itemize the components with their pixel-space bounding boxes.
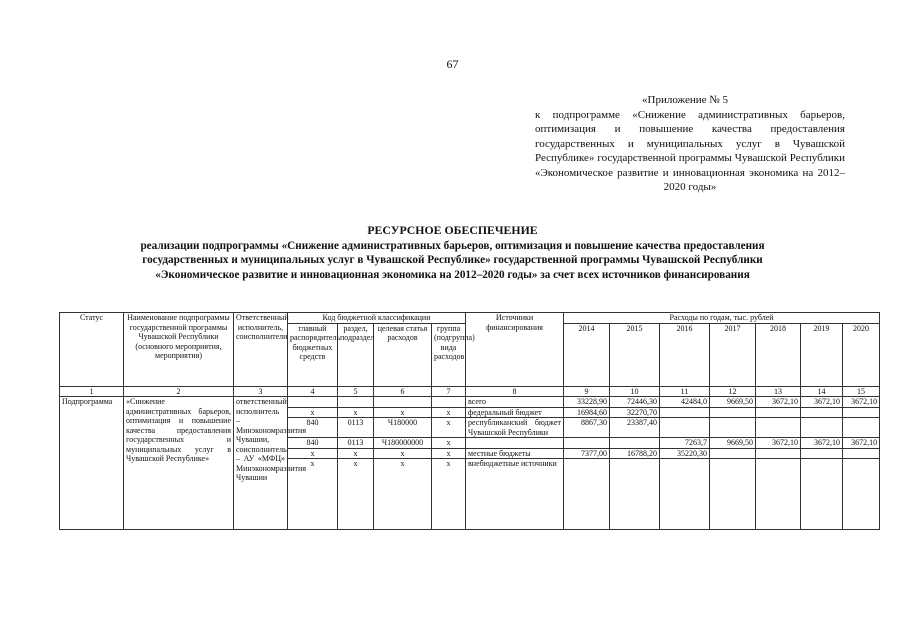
section-cell: х (338, 407, 374, 418)
amount-cell (660, 418, 710, 438)
header-name: Наименование подпрограммы государственной программы Чувашской Республики (основного мероприятия, мероприятия) (124, 313, 234, 387)
header-year: 2016 (660, 323, 710, 386)
amount-cell (660, 459, 710, 530)
header-year: 2017 (710, 323, 756, 386)
amount-cell: 35220,30 (660, 448, 710, 459)
amount-cell: 3672,10 (756, 397, 801, 408)
header-year: 2019 (801, 323, 843, 386)
header-expenses: Расходы по годам, тыс. рублей (564, 313, 880, 324)
amount-cell (756, 448, 801, 459)
amount-cell (710, 459, 756, 530)
source-cell (466, 438, 564, 449)
source-cell: внебюджетные источники (466, 459, 564, 530)
header-year: 2018 (756, 323, 801, 386)
amount-cell (843, 448, 880, 459)
source-cell: местные бюджеты (466, 448, 564, 459)
section-cell: 0113 (338, 438, 374, 449)
target-cell (374, 397, 432, 408)
header-status: Статус (60, 313, 124, 387)
document-heading (40, 223, 865, 282)
status-cell: Подпрограмма (60, 397, 124, 530)
grbs-cell: х (288, 459, 338, 530)
amount-cell (610, 459, 660, 530)
amount-cell: 23387,40 (610, 418, 660, 438)
column-number-row (60, 386, 880, 397)
amount-cell: 3672,10 (756, 438, 801, 449)
amount-cell (564, 438, 610, 449)
column-number: 7 (432, 386, 466, 397)
column-number: 3 (234, 386, 288, 397)
column-number: 9 (564, 386, 610, 397)
target-cell: х (374, 448, 432, 459)
amount-cell: 7377,00 (564, 448, 610, 459)
appendix-body: к подпрограмме «Снижение административных барьеров, оптимизация и повышение качества предоставления государственных и муниципальных услуг в Чувашской Республике» государственной программы Чувашской Республики «Экономическое развитие и инновационная экономика на 2012–2020 годы» (535, 108, 845, 193)
amount-cell (610, 438, 660, 449)
amount-cell (710, 448, 756, 459)
amount-cell (660, 407, 710, 418)
header-target: целевая статья расходов (374, 323, 432, 386)
column-number: 2 (124, 386, 234, 397)
header-sources: Источники финансирования (466, 313, 564, 387)
amount-cell (843, 459, 880, 530)
column-number: 5 (338, 386, 374, 397)
column-number: 15 (843, 386, 880, 397)
amount-cell (801, 459, 843, 530)
grbs-cell: 840 (288, 418, 338, 438)
column-number: 4 (288, 386, 338, 397)
grbs-cell: х (288, 448, 338, 459)
program-name-cell: «Снижение административных барьеров, оптимизация и повышение качества предоставления государственных и муниципальных услуг в Чувашской Республике» (124, 397, 234, 530)
column-number: 12 (710, 386, 756, 397)
column-number: 6 (374, 386, 432, 397)
amount-cell: 3672,10 (843, 397, 880, 408)
grbs-cell: 840 (288, 438, 338, 449)
grbs-cell (288, 397, 338, 408)
section-cell: 0113 (338, 418, 374, 438)
header-year: 2020 (843, 323, 880, 386)
header-grbs: главный распорядитель бюджетных средств (288, 323, 338, 386)
header-year: 2015 (610, 323, 660, 386)
amount-cell: 3672,10 (801, 438, 843, 449)
column-number: 13 (756, 386, 801, 397)
amount-cell (801, 407, 843, 418)
amount-cell: 42484,0 (660, 397, 710, 408)
target-cell: х (374, 407, 432, 418)
header-group: группа (подгруппа) вида расходов (432, 323, 466, 386)
amount-cell (564, 459, 610, 530)
source-cell: республиканский бюджет Чувашской Республики (466, 418, 564, 438)
column-number: 1 (60, 386, 124, 397)
amount-cell: 3672,10 (843, 438, 880, 449)
column-number: 11 (660, 386, 710, 397)
amount-cell: 9669,50 (710, 397, 756, 408)
column-number: 10 (610, 386, 660, 397)
header-year: 2014 (564, 323, 610, 386)
group-cell: х (432, 407, 466, 418)
appendix-title: «Приложение № 5 (642, 94, 729, 106)
heading-line: «Экономическое развитие и инновационная экономика на 2012–2020 годы» за счет всех источников финансирования (155, 268, 750, 281)
amount-cell: 16984,60 (564, 407, 610, 418)
header-responsible: Ответственный исполнитель, соисполнители (234, 313, 288, 387)
amount-cell (756, 418, 801, 438)
heading-title: РЕСУРСНОЕ ОБЕСПЕЧЕНИЕ (367, 223, 538, 237)
section-cell: х (338, 459, 374, 530)
source-cell: федеральный бюджет (466, 407, 564, 418)
page-number: 67 (446, 57, 459, 71)
amount-cell: 8867,30 (564, 418, 610, 438)
group-cell (432, 397, 466, 408)
group-cell: х (432, 418, 466, 438)
grbs-cell: х (288, 407, 338, 418)
amount-cell (756, 407, 801, 418)
target-cell: х (374, 459, 432, 530)
resource-table (59, 312, 880, 530)
group-cell: х (432, 438, 466, 449)
amount-cell: 9669,50 (710, 438, 756, 449)
header-section: раздел, подраздел (338, 323, 374, 386)
target-cell: Ч180000 (374, 418, 432, 438)
amount-cell (801, 448, 843, 459)
header-budget-code: Код бюджетной классификации (288, 313, 466, 324)
amount-cell: 72446,30 (610, 397, 660, 408)
section-cell (338, 397, 374, 408)
group-cell: х (432, 448, 466, 459)
group-cell: х (432, 459, 466, 530)
appendix-note (535, 93, 845, 195)
amount-cell (801, 418, 843, 438)
amount-cell (710, 407, 756, 418)
column-number: 14 (801, 386, 843, 397)
header-row (60, 313, 880, 324)
heading-line: государственных и муниципальных услуг в Чувашской Республике» государственной программы Чувашской Республики (142, 254, 763, 267)
target-cell: Ч180000000 (374, 438, 432, 449)
amount-cell: 16788,20 (610, 448, 660, 459)
amount-cell: 3672,10 (801, 397, 843, 408)
responsible-cell: ответственный исполнитель – Минэкономразвития Чувашии, соисполнитель – АУ «МФЦ» Минэкономразвития Чувашии (234, 397, 288, 530)
amount-cell (756, 459, 801, 530)
heading-line: реализации подпрограммы «Снижение административных барьеров, оптимизация и повышение качества предоставления (140, 239, 765, 252)
amount-cell (843, 407, 880, 418)
amount-cell: 7263,7 (660, 438, 710, 449)
column-number: 8 (466, 386, 564, 397)
amount-cell (843, 418, 880, 438)
amount-cell: 33228,90 (564, 397, 610, 408)
source-cell: всего (466, 397, 564, 408)
amount-cell (710, 418, 756, 438)
table-row (60, 397, 880, 408)
section-cell: х (338, 448, 374, 459)
amount-cell: 32270,70 (610, 407, 660, 418)
